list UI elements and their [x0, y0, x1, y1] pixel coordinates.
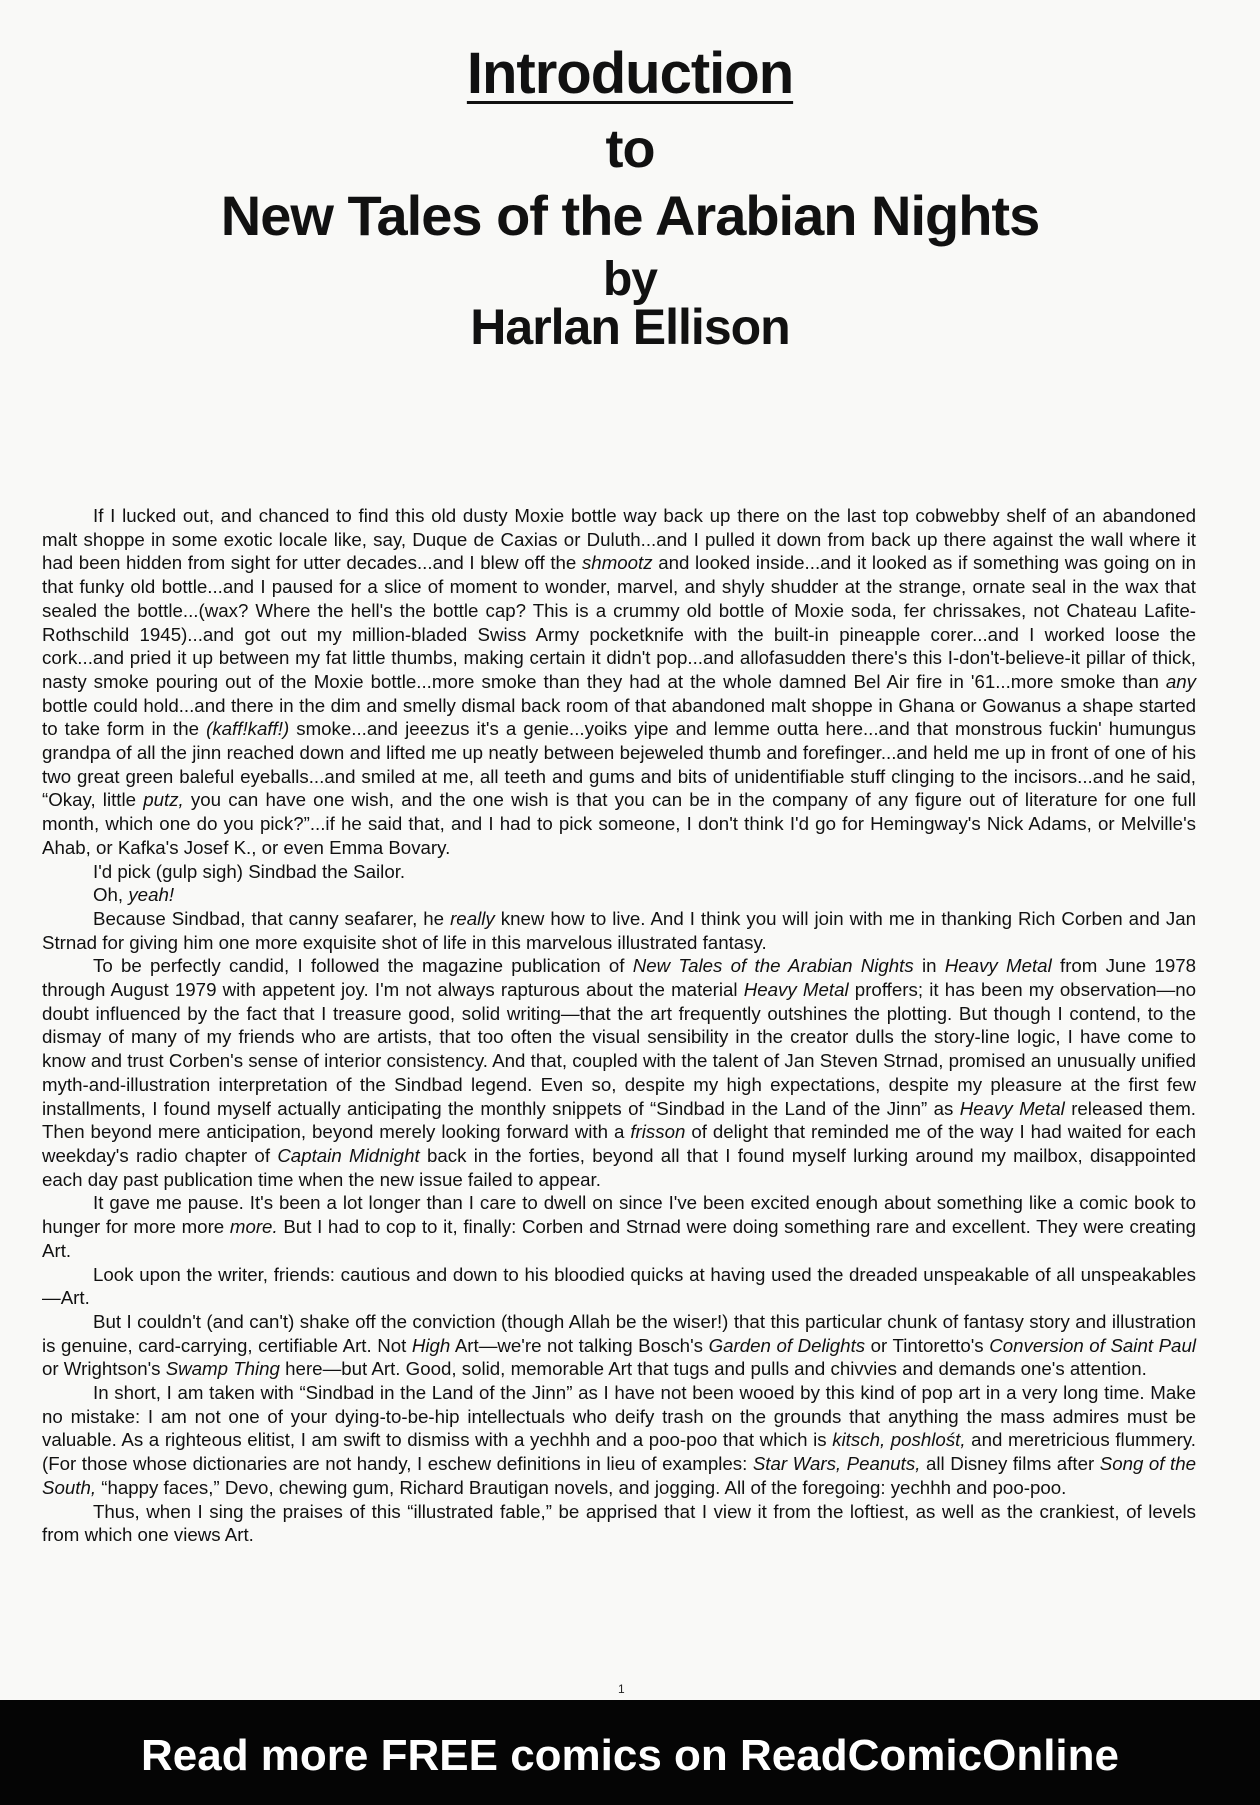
page-number: 1	[618, 1682, 625, 1696]
paragraph	[42, 907, 1196, 954]
title-line-introduction	[0, 40, 1260, 107]
italic-text: Garden of Delights	[708, 1334, 866, 1356]
text-run: released them. Then beyond mere anticipation, beyond merely looking forward with a	[42, 1097, 1196, 1143]
italic-text: really	[450, 907, 495, 929]
paragraph	[42, 954, 1196, 1191]
text-run: from June 1978 through August 1979 with appetent joy. I'm not always rapturous about the material	[42, 955, 1197, 1001]
italic-text: Heavy Metal	[959, 1097, 1065, 1119]
paragraph	[42, 883, 1196, 907]
italic-text: shmootz	[581, 552, 653, 574]
text-run: If I lucked out, and chanced to find this old dusty Moxie bottle way back up there on the last top cobwebby shelf of an abandoned malt shoppe in some exotic locale like, say, Duque de Caxias or Duluth...and I pulled it down from back up there against the wall where it had been hidden from sight for utter decades...and I blew off the	[42, 505, 1196, 574]
italic-text: High	[411, 1334, 451, 1356]
title-line-author: Harlan Ellison	[470, 299, 790, 355]
italic-text: Heavy Metal	[743, 979, 849, 1001]
text-run: Art—we're not talking Bosch's	[450, 1334, 709, 1356]
italic-text: Swamp Thing	[165, 1358, 280, 1380]
title-line-book-name: New Tales of the Arabian Nights	[220, 184, 1040, 247]
text-run: smoke...and jeeezus it's a genie...yoiks yipe and lemme outta here...and that monstrous fuckin' humungus grandpa of all the jinn reached down and lifted me up neatly between bejeweled thumb and forefinger...and held me up in front of one of his two great green baleful eyeballs...and smiled at me, all teeth and gums and bits of unidentifiable stuff clinging to the incisors...and he said, “Okay, little	[42, 718, 1197, 811]
text-run: In short, I am taken with “Sindbad in the Land of the Jinn” as I have not been wooed by this kind of pop art in a very long time. Make no mistake: I am not one of your dying-to-be-hip intellectuals who deify trash on the grounds that anything the mass admires must be valuable. As a righteous elitist, I am swift to dismiss with a yechhh and a poo-poo that which is	[42, 1382, 1196, 1451]
italic-text: Captain Midnight	[277, 1144, 420, 1166]
title-introduction-text: Introduction	[466, 41, 794, 106]
text-run: It gave me pause. It's been a lot longer than I care to dwell on since I've been excited enough about something like a comic book to hunger for more more	[42, 1192, 1196, 1238]
italic-text: Star Wars, Peanuts,	[752, 1453, 921, 1475]
text-run: or Wrightson's	[42, 1358, 166, 1380]
text-run: all Disney films after	[920, 1453, 1100, 1475]
text-run: back in the forties, beyond all that I found myself lurking around my mailbox, disappointed each day past publication time when the new issue failed to appear.	[42, 1144, 1196, 1190]
text-run: bottle could hold...and there in the dim and smelly dismal back room of that abandoned malt shoppe in Ghana or Gowanus a shape started to take form in the	[42, 694, 1196, 740]
paragraph	[42, 1191, 1196, 1262]
italic-text: yeah!	[128, 884, 175, 906]
paragraph	[42, 1263, 1196, 1310]
text-run: you can have one wish, and the one wish is that you can be in the company of any figure out of literature for one full month, which one do you pick?”...if he said that, and I had to pick someone, I don't think I'd go for Hemingway's Nick Adams, or Melville's Ahab, or Kafka's Josef K., or even Emma Bovary.	[42, 789, 1197, 858]
text-run: knew how to live. And I think you will join with me in thanking Rich Corben and Jan Strnad for giving him one more exquisite shot of life in this marvelous illustrated fantasy.	[42, 907, 1196, 953]
article-body	[42, 504, 1196, 1547]
text-run: Look upon the writer, friends: cautious and down to his bloodied quicks at having used the dreaded unspeakable of all unspeakables—Art.	[42, 1263, 1196, 1309]
paragraph	[42, 504, 1196, 860]
paragraph	[42, 1500, 1196, 1547]
text-run: or Tintoretto's	[865, 1334, 990, 1356]
italic-text: Heavy Metal	[944, 955, 1052, 977]
text-run: Because Sindbad, that canny seafarer, he	[93, 907, 451, 929]
italic-text: frisson	[630, 1121, 686, 1143]
title-line-by: by	[602, 253, 657, 306]
italic-text: any	[1165, 670, 1196, 692]
text-run: here—but Art. Good, solid, memorable Art that tugs and pulls and chivvies and demands one's attention.	[279, 1358, 1147, 1380]
italic-text: kitsch, poshlośt,	[832, 1429, 966, 1451]
text-run: Oh,	[93, 884, 129, 906]
text-run: and meretricious flummery. (For those whose dictionaries are not handy, I eschew definitions in lieu of examples:	[42, 1429, 1196, 1475]
italic-text: Song of the South,	[42, 1453, 1197, 1498]
paragraph	[42, 860, 1196, 884]
text-run: Thus, when I sing the praises of this “illustrated fable,” be apprised that I view it from the loftiest, as well as the crankiest, of levels from which one views Art.	[42, 1500, 1196, 1546]
italic-text: Conversion of Saint Paul	[989, 1334, 1196, 1356]
text-run: in	[913, 955, 945, 977]
text-run: “happy faces,” Devo, chewing gum, Richard Brautigan novels, and jogging. All of the foregoing: yechhh and poo-poo.	[96, 1476, 1067, 1498]
paragraph	[42, 1310, 1196, 1381]
title-line-to: to	[605, 119, 655, 179]
promo-banner-text[interactable]: Read more FREE comics on ReadComicOnline	[140, 1731, 1119, 1780]
text-run: To be perfectly candid, I followed the magazine publication of	[93, 955, 633, 977]
text-run: But I had to cop to it, finally: Corben and Strnad were doing something rare and excellent. They were creating Art.	[42, 1216, 1196, 1261]
text-run: I'd pick (gulp sigh) Sindbad the Sailor.	[93, 860, 406, 882]
italic-text: putz,	[143, 789, 184, 811]
italic-text: New Tales of the Arabian Nights	[632, 955, 914, 977]
italic-text: more.	[229, 1216, 278, 1238]
paragraph	[42, 1381, 1196, 1500]
italic-text: (kaff!kaff!)	[206, 718, 290, 740]
text-run: of delight that reminded me of the way I had waited for each weekday's radio chapter of	[42, 1121, 1196, 1166]
text-run: proffers; it has been my observation—no doubt influenced by the fact that I treasure good, solid writing—that the art frequently outshines the plotting. But though I contend, to the dismay of many of my friends who are artists, that too often the visual sensibility in the creator dulls the story-line logic, I have come to know and trust Corben's sense of interior consistency. And that, coupled with the talent of Jan Steven Strnad, promised an unusually unified myth-and-illustration interpretation of the Sindbad legend. Even so, despite my high expectations, despite my pleasure at the first few installments, I found myself actually anticipating the monthly snippets of “Sindbad in the Land of the Jinn” as	[42, 979, 1196, 1119]
text-run: and looked inside...and it looked as if something was going on in that funky old bottle...and I paused for a slice of moment to wonder, marvel, and shyly shudder at the strange, ornate seal in the wax that sealed the bottle...(wax? Where the hell's the bottle cap? This is a crummy old bottle of Moxie soda, fer chrissakes, not Chateau Lafite-Rothschild 1945)...and got out my million-bladed Swiss Army pocketknife with the built-in pineapple corer...and I worked loose the cork...and pried it up between my fat little thumbs, making certain it didn't pop...and allofasudden there's this I-don't-believe-it pillar of thick, nasty smoke pouring out of the Moxie bottle...more smoke than they had at the whole damned Bel Air fire in '61...more smoke than	[42, 552, 1196, 692]
text-run: But I couldn't (and can't) shake off the conviction (though Allah be the wiser!) that this particular chunk of fantasy story and illustration is genuine, card-carrying, certifiable Art. Not	[42, 1310, 1196, 1356]
